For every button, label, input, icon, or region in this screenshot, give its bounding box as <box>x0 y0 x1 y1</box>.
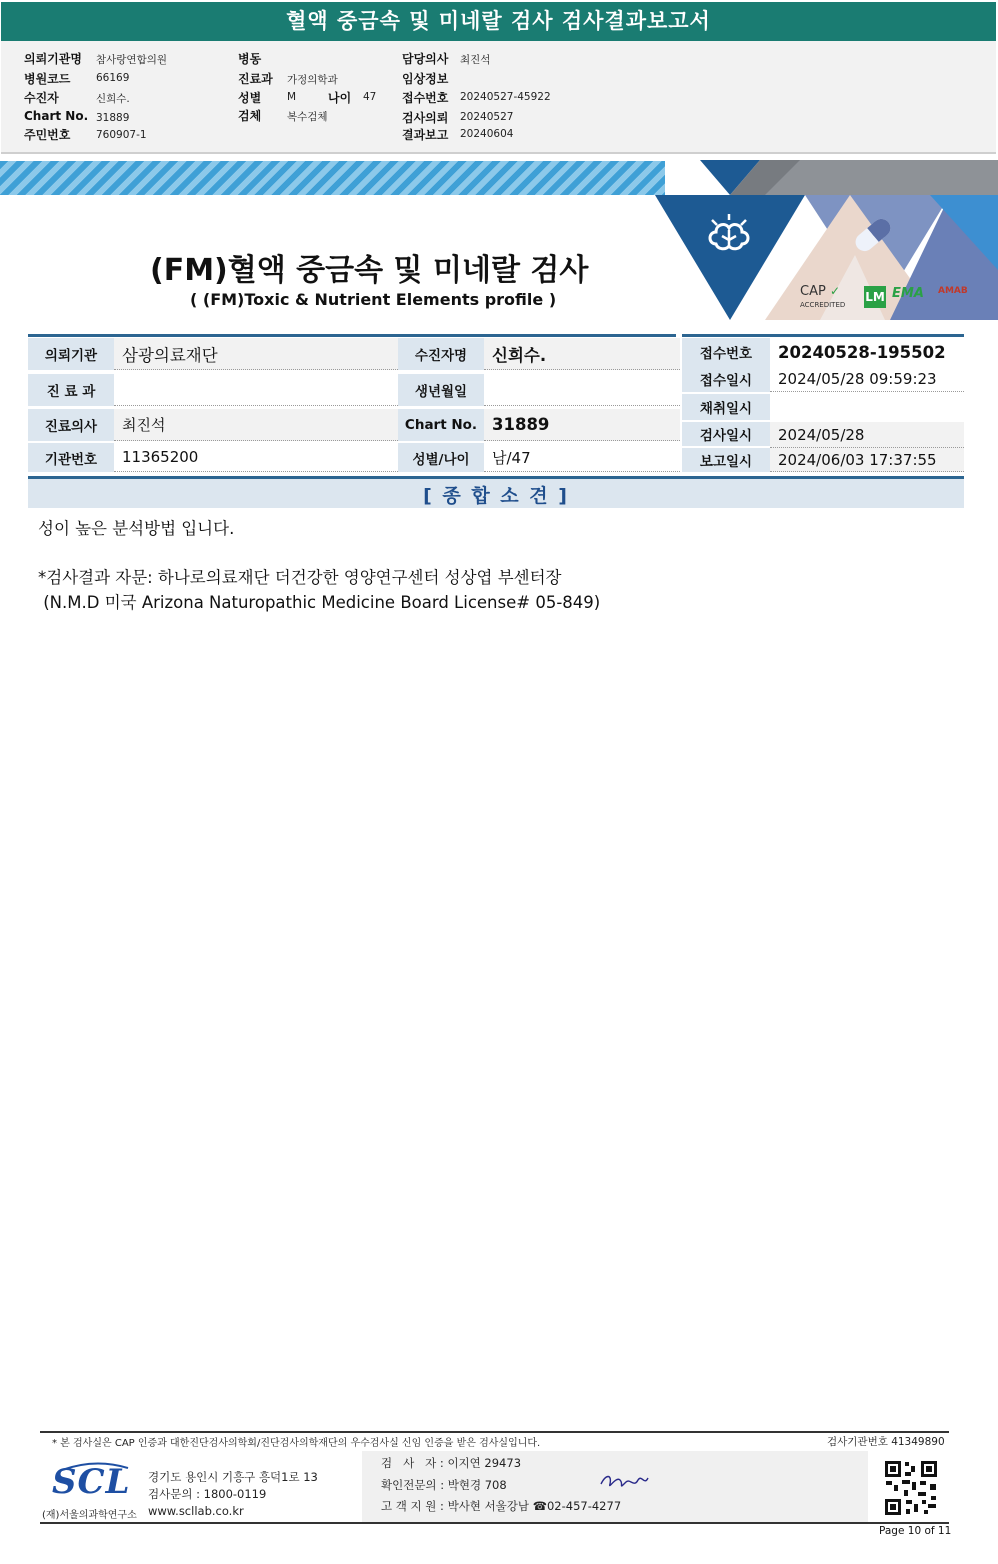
info-value: 20240604 <box>460 128 514 140</box>
report-title: (FM)혈액 중금속 및 미네랄 검사 <box>150 253 589 288</box>
label-requesting-institution: 의뢰기관 <box>28 338 114 370</box>
info-label: 결과보고 <box>402 128 449 142</box>
label-birth-date: 생년월일 <box>398 374 484 406</box>
signature-image <box>598 1470 650 1494</box>
opinion-text-line: *검사결과 자문: 하나로의료재단 더건강한 영양연구센터 성상엽 부센터장 <box>38 568 562 587</box>
value-report-datetime: 2024/06/03 17:37:55 <box>770 448 964 472</box>
table-top-rule <box>682 334 964 337</box>
opinion-text-line: 성이 높은 분석방법 입니다. <box>38 519 235 538</box>
label-test-datetime: 검사일시 <box>682 422 770 446</box>
info-value: 복수검체 <box>287 111 328 123</box>
opinion-section-header: [ 종 합 소 견 ] <box>28 476 964 508</box>
value-physician: 최진석 <box>114 409 398 441</box>
value-sex-age: 남/47 <box>484 443 680 472</box>
footer-accreditation-note: * 본 검사실은 CAP 인증과 대한진단검사의학회/진단검사의학재단의 우수검사실 신임 인증을 받은 검사실입니다. <box>52 1438 541 1449</box>
report-subtitle: ( (FM)Toxic & Nutrient Elements profile ) <box>190 290 557 309</box>
info-value: 66169 <box>96 72 130 84</box>
info-value: 47 <box>363 91 377 103</box>
info-label: Chart No. <box>24 109 89 123</box>
footer-address: 경기도 용인시 기흥구 흥덕1로 13 <box>148 1470 318 1484</box>
value-receipt-number: 20240528-195502 <box>770 338 964 366</box>
lm-logo: LM <box>864 286 886 308</box>
page-number: Page 10 of 11 <box>879 1525 952 1537</box>
table-top-rule <box>28 334 676 337</box>
info-value: 20240527 <box>460 111 514 123</box>
footer-website[interactable]: www.scllab.co.kr <box>148 1504 244 1518</box>
value-patient-name: 신희수. <box>484 338 680 370</box>
qr-code-icon <box>884 1460 938 1516</box>
cap-logo-text: CAP <box>800 284 826 299</box>
capsule-icon <box>848 210 898 260</box>
info-label: 병원코드 <box>24 72 71 86</box>
scl-logo: SCL <box>52 1462 131 1502</box>
label-chart-no: Chart No. <box>398 409 484 441</box>
cap-logo-sub: ACCREDITED <box>800 301 846 309</box>
footer-bottom-rule <box>40 1522 949 1524</box>
opinion-text-line: (N.M.D 미국 Arizona Naturopathic Medicine Board License# 05-849) <box>38 593 601 612</box>
info-label: 검체 <box>238 109 262 123</box>
info-value: 최진석 <box>460 54 491 66</box>
label-patient-name: 수진자명 <box>398 338 484 370</box>
value-requesting-institution: 삼광의료재단 <box>114 338 398 370</box>
cap-logo <box>800 285 845 311</box>
value-chart-no: 31889 <box>484 409 680 441</box>
info-label: 검사의뢰 <box>402 111 449 125</box>
footer-institution-code: 검사기관번호 41349890 <box>827 1436 945 1448</box>
info-value: 신희수. <box>96 93 130 105</box>
value-institution-number: 11365200 <box>114 443 398 472</box>
label-physician: 진료의사 <box>28 409 114 441</box>
report-banner-title: 혈액 중금속 및 미네랄 검사 검사결과보고서 <box>1 2 996 41</box>
info-label: 임상정보 <box>402 72 449 86</box>
info-label: 병동 <box>238 52 262 66</box>
label-receipt-number: 접수번호 <box>682 338 770 366</box>
info-panel <box>1 41 996 154</box>
value-receipt-datetime: 2024/05/28 09:59:23 <box>770 366 964 392</box>
label-collection-datetime: 채취일시 <box>682 394 770 420</box>
footer-customer-support: 고 객 지 원 : 박사현 서울강남 ☎02-457-4277 <box>381 1499 622 1513</box>
info-label: 주민번호 <box>24 128 71 142</box>
label-department: 진 료 과 <box>28 374 114 406</box>
label-institution-number: 기관번호 <box>28 443 114 472</box>
info-value: 31889 <box>96 112 130 124</box>
value-collection-datetime <box>770 394 964 420</box>
footer-specialist: 확인전문의 : 박현경 708 <box>381 1478 507 1492</box>
info-label: 수진자 <box>24 91 59 105</box>
value-birth-date <box>484 374 680 406</box>
footer-inquiry: 검사문의 : 1800-0119 <box>148 1487 267 1501</box>
scl-logo-swoosh <box>60 1462 130 1472</box>
footer-top-rule <box>40 1431 949 1433</box>
ema-logo: EMA <box>892 286 924 301</box>
info-label: 성별 <box>238 91 262 105</box>
value-department <box>114 374 398 406</box>
info-value: 참사랑연합의원 <box>96 54 168 66</box>
label-receipt-datetime: 접수일시 <box>682 366 770 392</box>
info-value: M <box>287 91 297 103</box>
amab-logo: AMAB <box>938 286 968 296</box>
info-label: 접수번호 <box>402 91 449 105</box>
footer-examiner: 검 사 자 : 이지연 29473 <box>381 1456 522 1470</box>
label-report-datetime: 보고일시 <box>682 448 770 472</box>
label-sex-age: 성별/나이 <box>398 443 484 472</box>
info-label: 담당의사 <box>402 52 449 66</box>
info-label: 의뢰기관명 <box>24 52 82 66</box>
check-icon: ✓ <box>829 284 841 298</box>
info-value: 가정의학과 <box>287 74 338 86</box>
brain-icon <box>704 214 754 258</box>
info-label: 나이 <box>328 91 352 105</box>
decorative-stripe-band <box>0 161 665 195</box>
info-value: 20240527-45922 <box>460 91 551 103</box>
scl-logo-subtitle: (재)서울의과학연구소 <box>42 1510 137 1521</box>
value-test-datetime: 2024/05/28 <box>770 422 964 448</box>
info-label: 진료과 <box>238 72 273 86</box>
info-value: 760907-1 <box>96 129 147 141</box>
